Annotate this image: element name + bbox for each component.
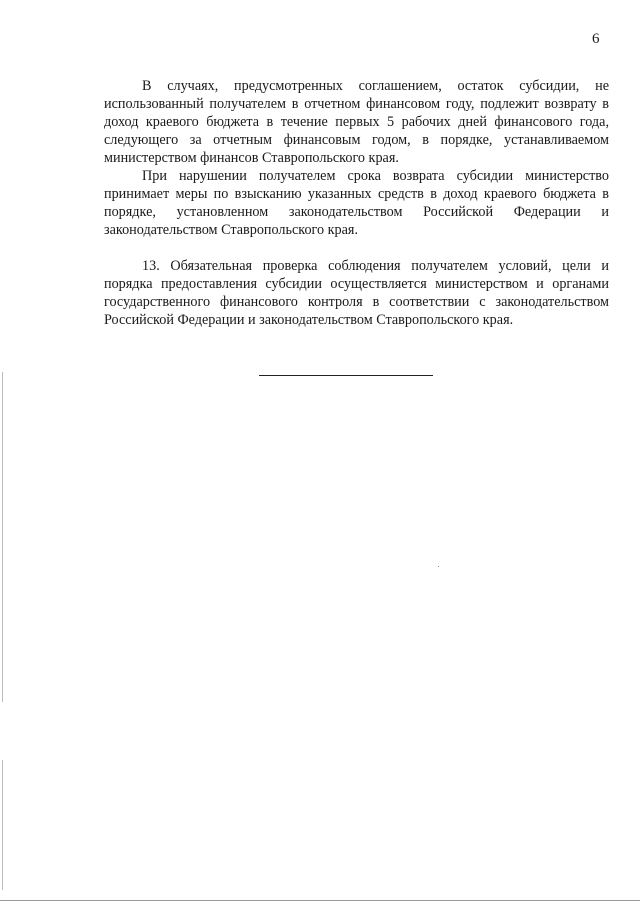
scan-margin-artifact <box>2 760 3 890</box>
closing-separator-line <box>259 375 433 376</box>
scan-bottom-edge <box>0 900 640 901</box>
paragraph-subsidy-remainder: В случаях, предусмотренных соглашением, остаток субсидии, не использованный получателем в отчетном финансовом году, подлежит возврату в доход краевого бюджета в течение первых 5 рабочих дней финансового года, следующего за отчетным финансовым годом, в порядке, устанавливаемом министерством финансов Ставропольского края. <box>104 78 609 166</box>
scan-speck <box>438 566 439 567</box>
paragraph-item-13: 13. Обязательная проверка соблюдения получателем условий, цели и порядка предоставления субсидии осуществляется министерством и органами государственного финансового контроля в соответствии с законодательством Российской Федерации и законодательством Ставропольского края. <box>104 258 609 328</box>
document-body <box>104 77 609 329</box>
paragraph-return-violation: При нарушении получателем срока возврата субсидии министерство принимает меры по взысканию указанных средств в доход краевого бюджета в порядке, установленном законодательством Российской Федерации и законодательством Ставропольского края. <box>104 168 609 238</box>
page-number: 6 <box>592 31 600 47</box>
scan-margin-artifact <box>2 372 3 702</box>
